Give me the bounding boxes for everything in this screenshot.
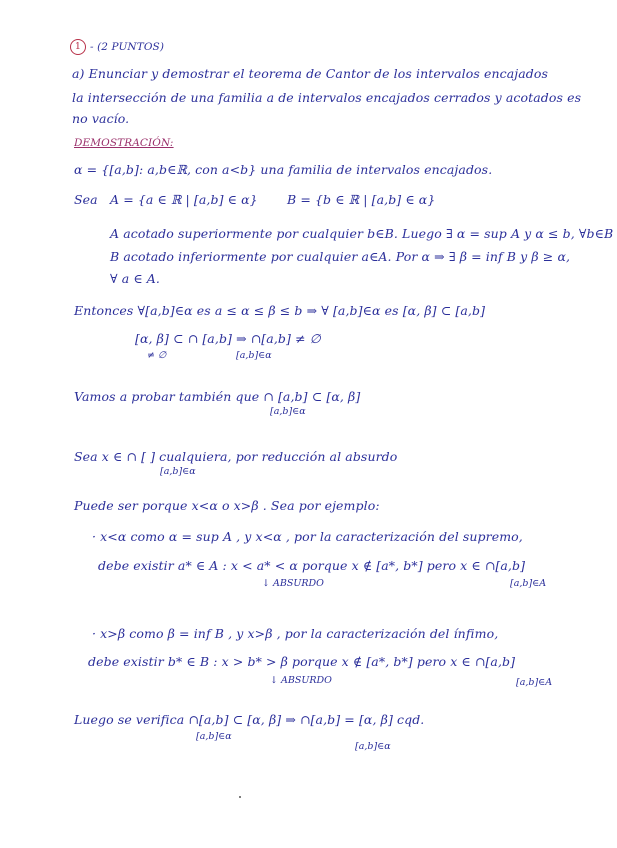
statement-line-1: a) Enunciar y demostrar el teorema de Cantor de los intervalos encajados	[72, 66, 549, 81]
bounded-line-2: B acotado inferiormente por cualquier a∈A. Por α ⇒ ∃ β = inf B y β ≥ α,	[110, 249, 571, 264]
conclusion-index-1: [a,b]∈α	[196, 731, 232, 742]
set-B-definition: B = {b ∈ ℝ | [a,b] ∈ α}	[287, 192, 436, 207]
demo-title: DEMOSTRACIÓN:	[74, 137, 174, 149]
problem-points: - (2 PUNTOS)	[90, 41, 165, 53]
conclusion-line: Luego se verifica ∩[a,b] ⊂ [α, β] ⇒ ∩[a,b] = [α, β] cqd.	[74, 712, 425, 727]
case1-index: [a,b]∈A	[510, 578, 547, 589]
probar-line: Vamos a probar también que ∩ [a,b] ⊂ [α, β]	[74, 389, 361, 404]
set-A-definition: A = {a ∈ ℝ | [a,b] ∈ α}	[110, 192, 258, 207]
entonces-neq-empty: ≠ ∅	[147, 350, 167, 361]
sea-x-line: Sea x ∈ ∩ [ ] cualquiera, por reducción al absurdo	[74, 449, 398, 464]
conclusion-index-2: [a,b]∈α	[355, 741, 391, 752]
bounded-line-1: A acotado superiormente por cualquier b∈B. Luego ∃ α = sup A y α ≤ b, ∀b∈B	[110, 226, 614, 241]
case1-line-2: debe existir a* ∈ A : x < a* < α porque x ∉ [a*, b*] pero x ∈ ∩[a,b]	[98, 558, 526, 573]
probar-index: [a,b]∈α	[270, 406, 306, 417]
problem-number-badge: 1	[70, 39, 86, 55]
entonces-line-1: Entonces ∀[a,b]∈α es a ≤ α ≤ β ≤ b ⇒ ∀ [a,b]∈α es [α, β] ⊂ [a,b]	[74, 303, 486, 318]
stray-dot	[239, 796, 241, 798]
bounded-line-3: ∀ a ∈ A.	[110, 271, 160, 286]
problem-header	[70, 38, 164, 55]
sets-sea: Sea	[74, 192, 98, 207]
case1-line-1: · x<α como α = sup A , y x<α , por la caracterización del supremo,	[92, 529, 523, 544]
case2-line-2: debe existir b* ∈ B : x > b* > β porque x ∉ [a*, b*] pero x ∈ ∩[a,b]	[88, 654, 516, 669]
family-definition: α = {[a,b]: a,b∈ℝ, con a<b} una familia de intervalos encajados.	[74, 162, 493, 177]
entonces-line-2: [α, β] ⊂ ∩ [a,b] ⇒ ∩[a,b] ≠ ∅	[135, 331, 321, 346]
case2-index: [a,b]∈A	[516, 677, 553, 688]
case2-line-1: · x>β como β = inf B , y x>β , por la caracterización del ínfimo,	[92, 626, 499, 641]
case1-absurdo: ↓ ABSURDO	[262, 578, 324, 589]
entonces-index: [a,b]∈α	[236, 350, 272, 361]
sea-x-index: [a,b]∈α	[160, 466, 196, 477]
statement-line-2: la intersección de una familia a de intervalos encajados cerrados y acotados es	[72, 90, 582, 105]
statement-line-3: no vacío.	[72, 111, 130, 126]
case2-absurdo: ↓ ABSURDO	[270, 675, 332, 686]
puede-line: Puede ser porque x<α o x>β . Sea por ejemplo:	[74, 498, 380, 513]
